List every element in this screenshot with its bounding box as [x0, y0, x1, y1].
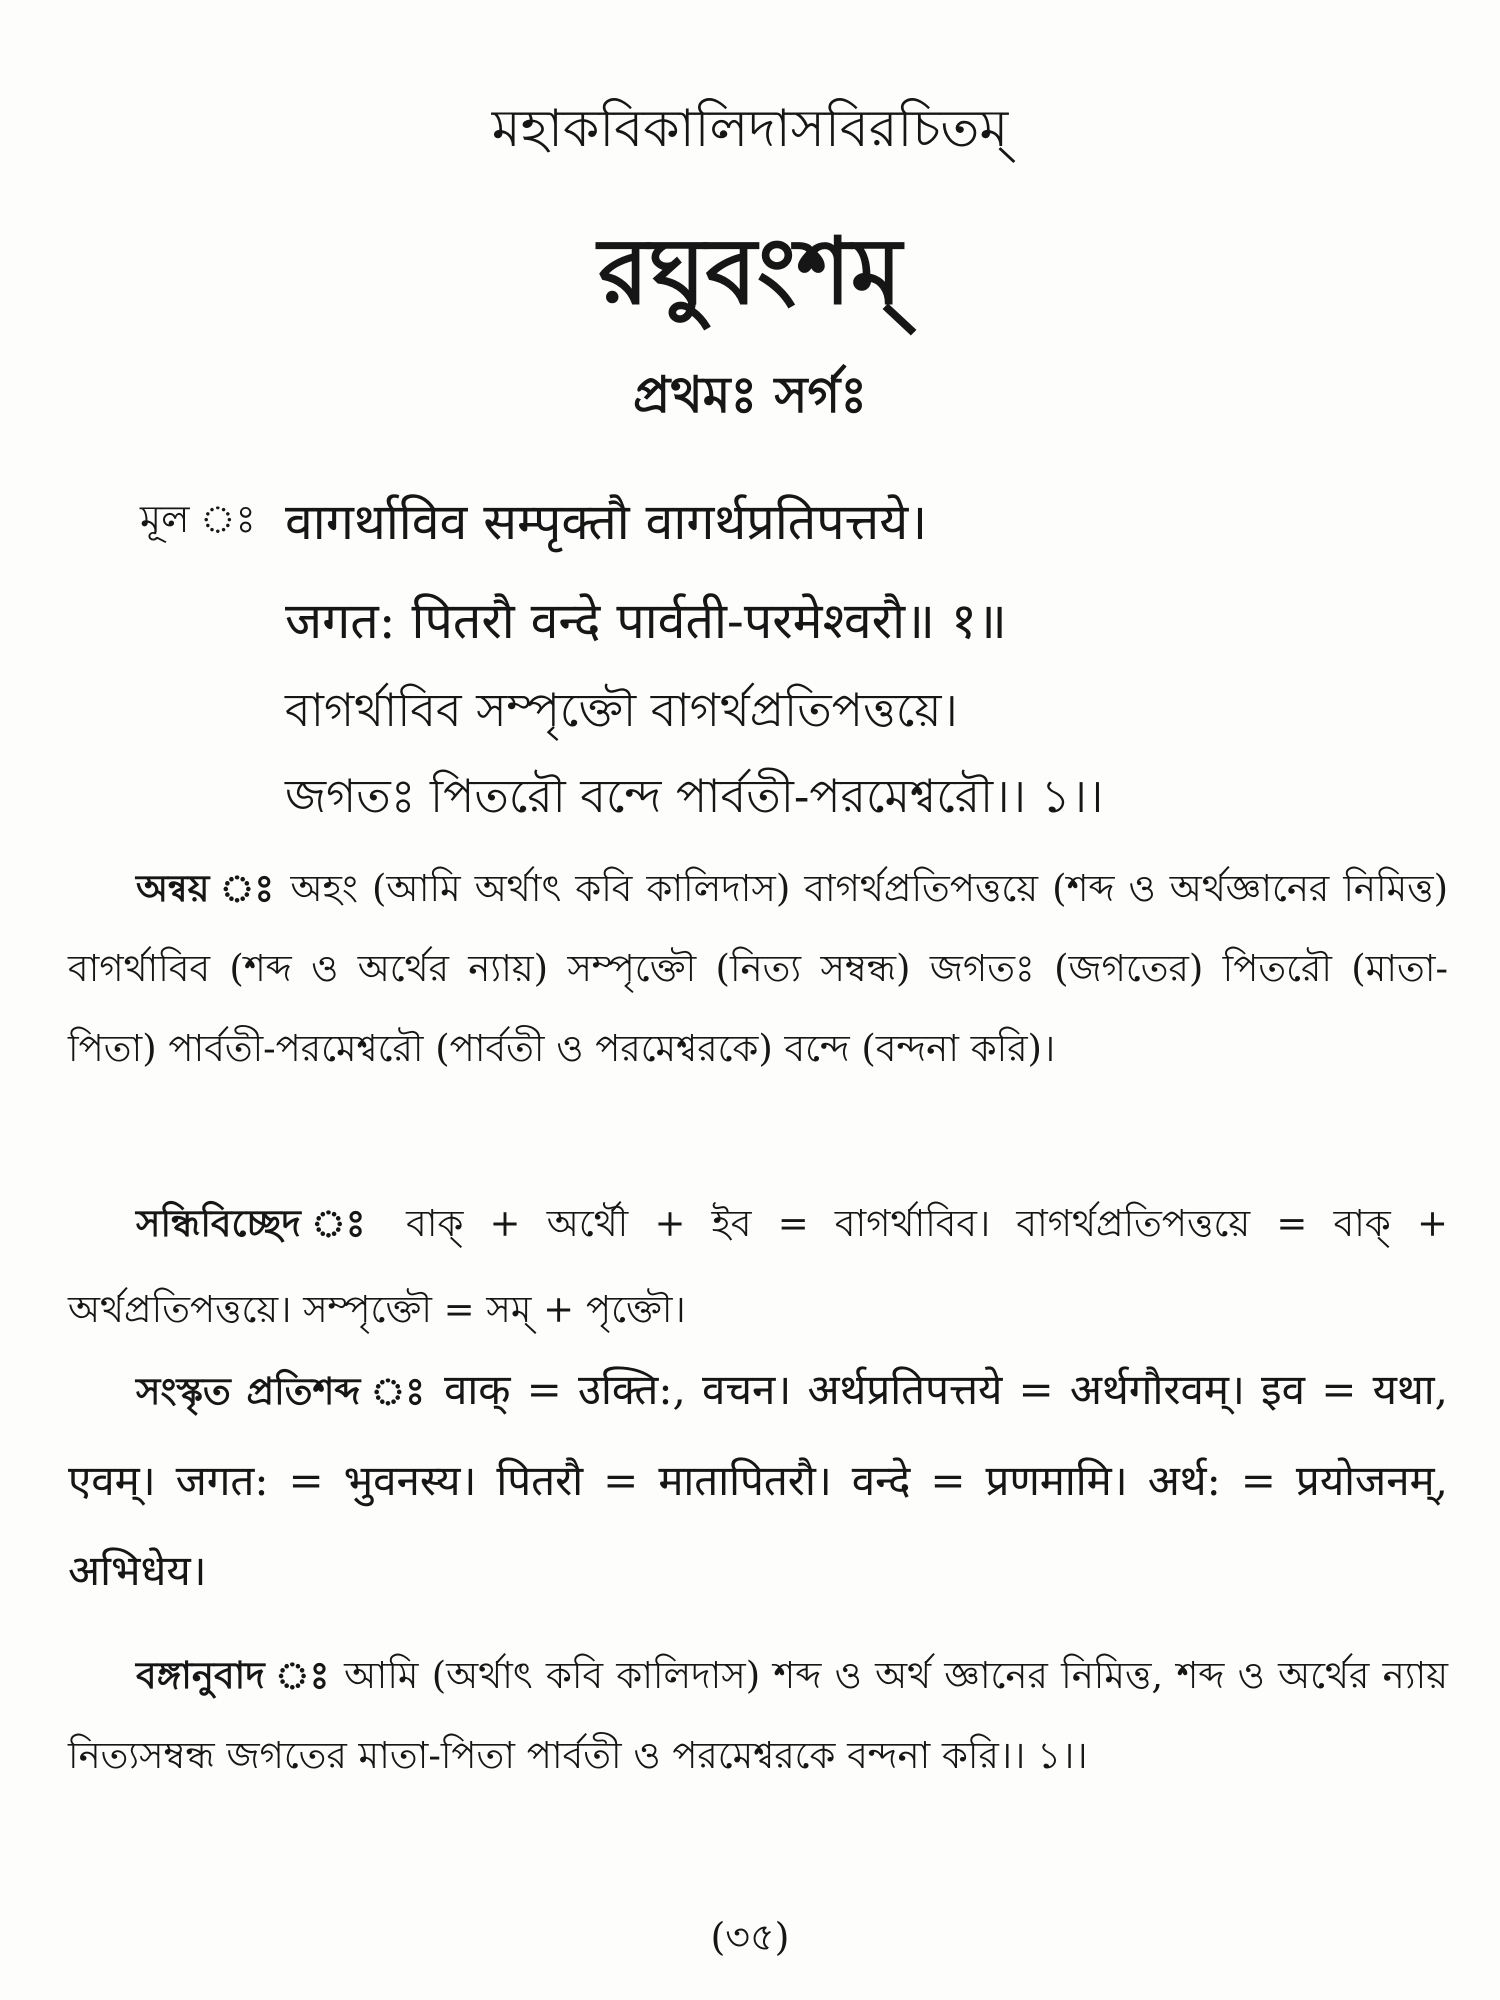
translation-text: আমি (অর্থাৎ কবি কালিদাস) শব্দ ও অর্থ জ্ঞানের নিমিত্ত, শব্দ ও অর্থের ন্যায় নিত্যসম্বন্ধ জগতের মাতা-পিতা পার্বতী ও পরমেশ্বরকে বন্দনা করি।। ১।।	[68, 1654, 1448, 1777]
sanskrit-synonyms-paragraph	[68, 1345, 1448, 1616]
verse-devanagari-line-1: वागर्थाविव सम्पृक्तौ वागर्थप्रतिपत्तये।	[285, 493, 928, 551]
anvaya-label: অন্বয় ঃ	[136, 866, 277, 910]
sanskrit-synonyms-label: সংস্কৃত প্রতিশব্দ ঃ	[136, 1369, 428, 1413]
anvaya-paragraph	[68, 848, 1448, 1089]
verse-label: মূল ঃ	[140, 497, 256, 541]
sandhi-paragraph	[68, 1180, 1448, 1353]
verse-bengali-line-2: জগতঃ পিতরৌ বন্দে পার্বতী-পরমেশ্বরৌ।। ১।।	[285, 769, 1104, 823]
translation-paragraph	[68, 1635, 1448, 1796]
book-title: রঘুবংশম্	[598, 217, 902, 325]
work-attribution: মহাকবিকালিদাসবিরচিতম্	[491, 99, 1009, 159]
verse-bengali-line-1: বাগর্থাবিব সম্পৃক্তৌ বাগর্থপ্রতিপত্তয়ে।	[285, 683, 958, 737]
translation-label: বঙ্গানুবাদ ঃ	[136, 1653, 331, 1697]
sandhi-text: বাক্ + অর্থৌ + ইব = বাগর্থাবিব। বাগর্থপ্রতিপত্তয়ে = বাক্ + অর্থপ্রতিপত্তয়ে। সম্পৃক্তৌ = সম্ + পৃক্তৌ।	[68, 1202, 1449, 1331]
sandhi-label: সন্ধিবিচ্ছেদ ঃ	[136, 1201, 380, 1245]
page-number: (৩৫)	[710, 1915, 790, 1959]
canto-heading: প্রথমঃ সর্গঃ	[633, 365, 867, 424]
verse-devanagari-line-2: जगत: पितरौ वन्दे पार्वती-परमेश्वरौ॥ १॥	[285, 592, 1007, 650]
sanskrit-synonyms-text: वाक् = उक्ति:, वचन। अर्थप्रतिपत्तये = अर्थगौरवम्। इव = यथा, एवम्। जगत: = भुवनस्य। पितरौ = मातापितरौ। वन्दे = प्रणमामि। अर्थ: = प्रयोजनम्, अभिधेय।	[68, 1365, 1449, 1595]
anvaya-text: অহং (আমি অর্থাৎ কবি কালিদাস) বাগর্থপ্রতিপত্তয়ে (শব্দ ও অর্থজ্ঞানের নিমিত্ত) বাগর্থাবিব (শব্দ ও অর্থের ন্যায়) সম্পৃক্তৌ (নিত্য সম্বন্ধ) জগতঃ (জগতের) পিতরৌ (মাতা-পিতা) পার্বতী-পরমেশ্বরৌ (পার্বতী ও পরমেশ্বরকে) বন্দে (বন্দনা করি)।	[68, 867, 1449, 1070]
